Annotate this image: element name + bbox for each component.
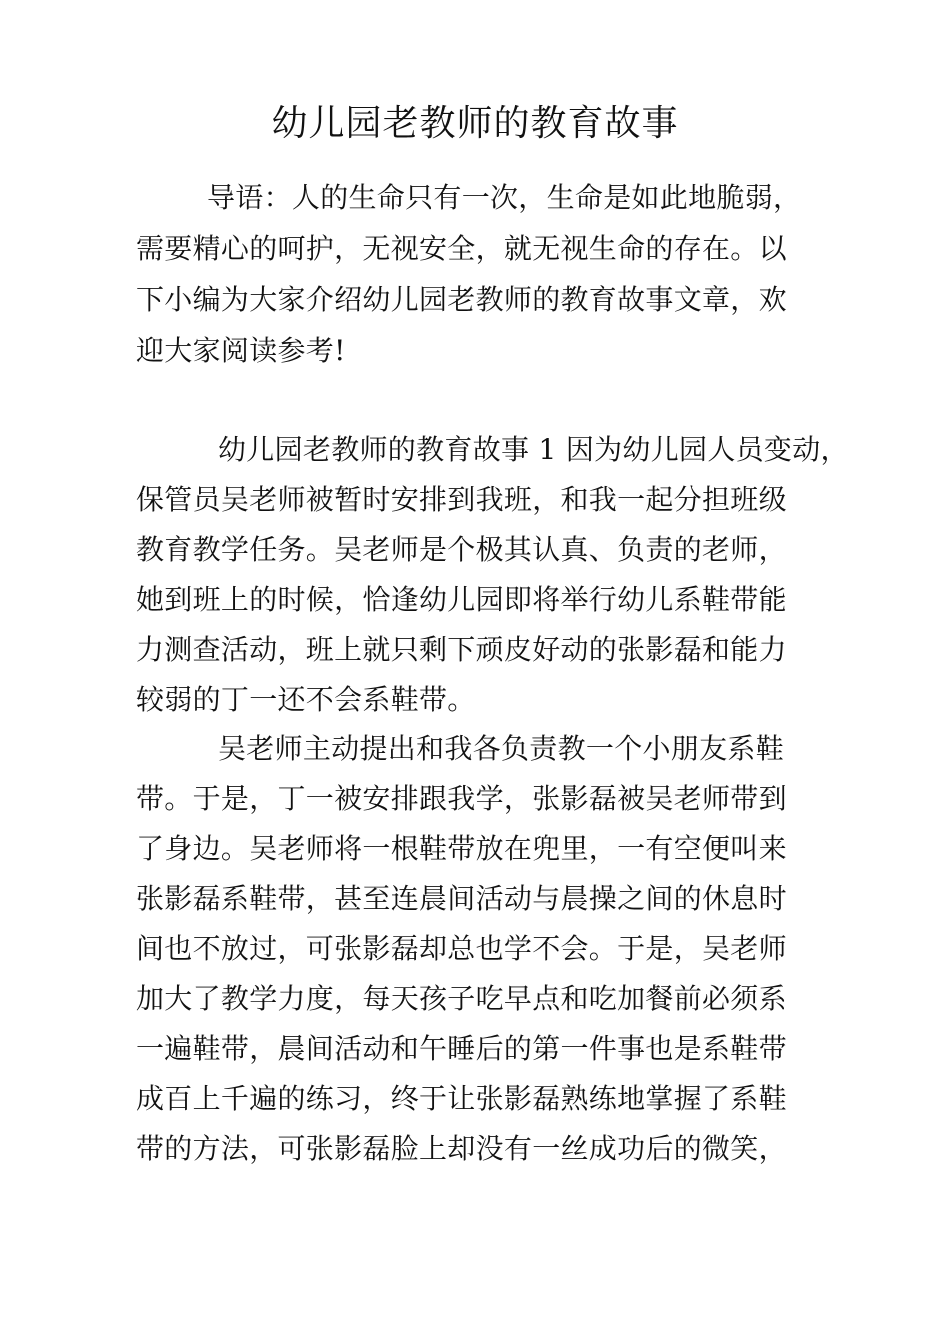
text-line: 教育教学任务。吴老师是个极其认真、负责的老师， <box>136 533 787 566</box>
text-line: 迎大家阅读参考! <box>136 334 346 367</box>
text-line: 吴老师主动提出和我各负责教一个小朋友系鞋 <box>218 732 785 765</box>
text-line: 了身边。吴老师将一根鞋带放在兜里，一有空便叫来 <box>136 832 787 865</box>
text-line: 加大了教学力度，每天孩子吃早点和吃加餐前必须系 <box>136 982 787 1015</box>
text-line: 较弱的丁一还不会系鞋带。 <box>136 683 476 716</box>
text-line: 张影磊系鞋带，甚至连晨间活动与晨操之间的休息时 <box>136 882 787 915</box>
text-line: 幼儿园老教师的教育故事 1 因为幼儿园人员变动， <box>218 433 849 466</box>
text-line: 力测查活动，班上就只剩下顽皮好动的张影磊和能力 <box>136 633 787 666</box>
text-line: 成百上千遍的练习，终于让张影磊熟练地掌握了系鞋 <box>136 1082 787 1115</box>
document-title: 幼儿园老教师的教育故事 <box>271 103 679 144</box>
text-line: 下小编为大家介绍幼儿园老教师的教育故事文章，欢 <box>136 283 787 316</box>
text-line: 带。于是，丁一被安排跟我学，张影磊被吴老师带到 <box>136 782 787 815</box>
text-line: 带的方法，可张影磊脸上却没有一丝成功后的微笑， <box>136 1132 787 1165</box>
text-line: 需要精心的呵护，无视安全，就无视生命的存在。以 <box>136 232 787 265</box>
text-line: 她到班上的时候，恰逢幼儿园即将举行幼儿系鞋带能 <box>136 583 787 616</box>
text-line: 一遍鞋带，晨间活动和午睡后的第一件事也是系鞋带 <box>136 1032 787 1065</box>
text-line: 保管员吴老师被暂时安排到我班，和我一起分担班级 <box>136 483 787 516</box>
text-line: 间也不放过，可张影磊却总也学不会。于是，吴老师 <box>136 932 787 965</box>
text-line: 导语：人的生命只有一次，生命是如此地脆弱， <box>207 181 802 214</box>
